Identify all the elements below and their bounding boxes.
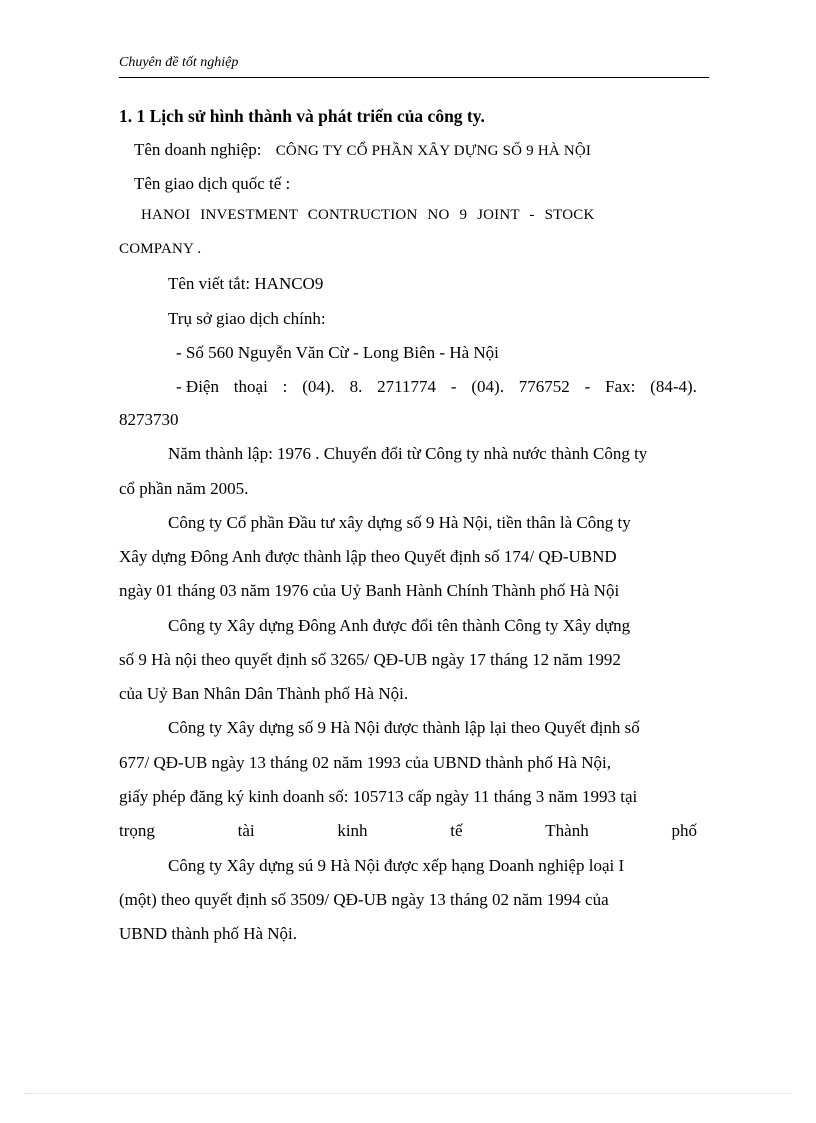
phone-word: 8. xyxy=(349,377,363,396)
intl-name-value-1: HANOI INVESTMENT CONTRUCTION NO 9 JOINT - STOCK xyxy=(141,207,595,223)
phone-word: 2711774 xyxy=(377,377,437,396)
justified-word: Thành xyxy=(545,821,589,840)
page-bottom-rule xyxy=(24,1093,792,1094)
phone-word: - xyxy=(584,377,591,396)
paragraph-line: Xây dựng Đông Anh được thành lập theo Quyết định số 174/ QĐ-UBND xyxy=(119,547,617,566)
justified-word: phố xyxy=(671,821,697,840)
paragraph-line: cổ phần năm 2005. xyxy=(119,479,249,498)
phone-continuation: 8273730 xyxy=(119,410,179,429)
page-header xyxy=(119,53,709,78)
paragraph-line: Năm thành lập: 1976 . Chuyển đổi từ Công ty nhà nước thành Công ty xyxy=(168,444,648,463)
paragraph-line: Công ty Xây dựng Đông Anh được đổi tên thành Công ty Xây dựng xyxy=(168,616,631,635)
justified-word: tài xyxy=(237,821,255,840)
justified-line xyxy=(119,821,697,841)
phone-word: (04). xyxy=(302,377,335,396)
intl-name-label: Tên giao dịch quốc tế : xyxy=(134,174,291,193)
company-name-row xyxy=(134,140,591,160)
paragraph-line: số 9 Hà nội theo quyết định số 3265/ QĐ-UB ngày 17 tháng 12 năm 1992 xyxy=(119,650,621,669)
abbreviation: Tên viết tắt: HANCO9 xyxy=(168,274,324,293)
company-name-value: CÔNG TY CỔ PHẦN XÂY DỰNG SỐ 9 HÀ NỘI xyxy=(275,143,592,159)
header-title: Chuyên đề tốt nghiệp xyxy=(119,55,239,70)
phone-word: (04). xyxy=(471,377,504,396)
justified-word: tế xyxy=(450,821,463,840)
phone-word: thoại xyxy=(233,377,268,396)
section-heading: 1. 1 Lịch sử hình thành và phát triển của công ty. xyxy=(119,106,485,126)
company-name-label: Tên doanh nghiệp: xyxy=(134,140,262,159)
phone-word: Fax: xyxy=(605,377,636,396)
paragraph-line: ngày 01 tháng 03 năm 1976 của Uỷ Banh Hành Chính Thành phố Hà Nội xyxy=(119,581,620,600)
phone-word: 776752 xyxy=(518,377,570,396)
paragraph-line: của Uỷ Ban Nhân Dân Thành phố Hà Nội. xyxy=(119,684,409,703)
phone-word: - Điện xyxy=(176,377,219,396)
phone-line xyxy=(176,377,697,397)
paragraph-line: UBND thành phố Hà Nội. xyxy=(119,924,298,943)
justified-word: trọng xyxy=(119,821,155,840)
headquarters-label: Trụ sở giao dịch chính: xyxy=(168,309,326,328)
phone-word: : xyxy=(282,377,288,396)
paragraph-line: 677/ QĐ-UB ngày 13 tháng 02 năm 1993 của UBND thành phố Hà Nội, xyxy=(119,753,611,772)
paragraph-line: Công ty Xây dựng sú 9 Hà Nội được xếp hạng Doanh nghiệp loại I xyxy=(168,856,625,875)
phone-word: - xyxy=(450,377,457,396)
intl-name-value-2: COMPANY . xyxy=(119,241,202,257)
paragraph-line: giấy phép đăng ký kinh doanh số: 105713 cấp ngày 11 tháng 3 năm 1993 tại xyxy=(119,787,638,806)
justified-word: kinh xyxy=(337,821,368,840)
paragraph-line: Công ty Xây dựng số 9 Hà Nội được thành lập lại theo Quyết định số xyxy=(168,718,640,737)
paragraph-line: (một) theo quyết định số 3509/ QĐ-UB ngày 13 tháng 02 năm 1994 của xyxy=(119,890,609,909)
paragraph-line: Công ty Cổ phần Đầu tư xây dựng số 9 Hà Nội, tiền thân là Công ty xyxy=(168,513,631,532)
phone-word: (84-4). xyxy=(650,377,697,396)
address: - Số 560 Nguyễn Văn Cừ - Long Biên - Hà Nội xyxy=(176,343,499,362)
